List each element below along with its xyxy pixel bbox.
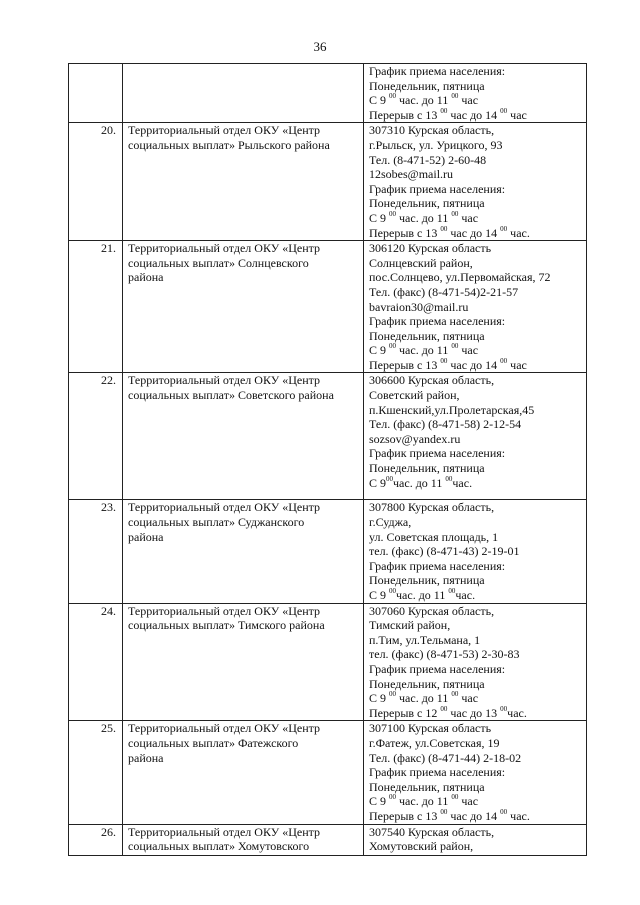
office-contact-line: Хомутовский район, xyxy=(369,839,474,854)
office-name-cell xyxy=(123,241,364,373)
office-contact-line: 307540 Курская область, xyxy=(369,824,495,839)
row-number: 22. xyxy=(69,373,123,500)
office-contact-line: График приема населения: xyxy=(369,181,506,196)
office-contact-line: Тел. (факс) (8-471-44) 2-18-02 xyxy=(369,750,522,765)
office-name-cell xyxy=(123,373,364,500)
office-contact-line: График приема населения: xyxy=(369,64,506,78)
office-name-line: социальных выплат» Хомутовского xyxy=(128,839,310,854)
office-contact-line: 307310 Курская область, xyxy=(369,123,495,138)
office-name-line: Территориальный отдел ОКУ «Центр xyxy=(128,500,321,515)
office-contact-line: 307100 Курская область xyxy=(369,721,492,736)
row-number: 23. xyxy=(69,500,123,603)
office-name-line: социальных выплат» Рыльского района xyxy=(128,137,330,152)
office-name-cell xyxy=(123,603,364,721)
office-contact-line: Понедельник, пятница xyxy=(369,573,485,588)
office-contact-line: Перерыв с 13 $^{00}$ час до 14 $^{00}$ час xyxy=(369,106,527,122)
office-contact-line: График приема населения: xyxy=(369,662,506,676)
office-contact-line: sozsov@yandex.ru xyxy=(369,431,461,446)
office-contact-line: Понедельник, пятница xyxy=(369,779,485,794)
office-contact-line: 307800 Курская область, xyxy=(369,500,495,515)
office-contact-line: п.Кшенский,ул.Пролетарская,45 xyxy=(369,402,535,417)
office-name-line: социальных выплат» Суджанского xyxy=(128,515,305,530)
office-contact-line: С 9 $^{00}$ час. до 11 $^{00}$ час xyxy=(369,690,479,706)
office-name-line: Территориальный отдел ОКУ «Центр xyxy=(128,241,321,256)
office-contact-line: Тел. (факс) (8-471-54)2-21-57 xyxy=(369,284,519,299)
office-contact-line: г.Суджа, xyxy=(369,515,412,530)
row-number: 25. xyxy=(69,721,123,824)
office-contact-line: 307060 Курская область, xyxy=(369,603,495,618)
table-row xyxy=(69,824,587,855)
office-contact-line: 306600 Курская область, xyxy=(369,373,495,388)
office-contact-line: График приема населения: xyxy=(369,446,506,461)
row-number: 20. xyxy=(69,123,123,241)
office-name-cell xyxy=(123,500,364,603)
office-contact-line: Тел. (8-471-52) 2-60-48 xyxy=(369,152,487,167)
table-row xyxy=(69,603,587,721)
office-contact-line: г.Рыльск, ул. Урицкого, 93 xyxy=(369,137,503,152)
office-contact-line: тел. (факс) (8-471-53) 2-30-83 xyxy=(369,647,520,662)
office-contact-line: График приема населения: xyxy=(369,558,506,573)
office-contact-cell xyxy=(364,123,587,241)
table-row xyxy=(69,721,587,824)
office-contact-line: 12sobes@mail.ru xyxy=(369,167,454,182)
office-contact-line: График приема населения: xyxy=(369,765,506,780)
office-contact-line: пос.Солнцево, ул.Первомайская, 72 xyxy=(369,270,551,285)
office-contact-cell xyxy=(364,824,587,855)
office-name-line: района xyxy=(128,529,164,544)
office-contact-line: Понедельник, пятница xyxy=(369,461,485,476)
office-contact-line: С 9 $^{00}$ час. до 11 $^{00}$ час xyxy=(369,342,479,358)
table-row xyxy=(69,373,587,500)
office-contact-line: График приема населения: xyxy=(369,314,506,329)
office-contact-line: Советский район, xyxy=(369,388,460,403)
office-contact-line: С 9 $^{00}$ час. до 11 $^{00}$ час xyxy=(369,92,479,108)
table-row xyxy=(69,241,587,373)
table-row xyxy=(69,123,587,241)
office-contact-line: С 9 $^{00}$час. до 11 $^{00}$час. xyxy=(369,587,476,603)
office-name-line: Территориальный отдел ОКУ «Центр xyxy=(128,824,321,839)
office-contact-line: г.Фатеж, ул.Советская, 19 xyxy=(369,735,500,750)
office-name-line: социальных выплат» Фатежского xyxy=(128,735,299,750)
row-number: 21. xyxy=(69,241,123,373)
office-contact-line: Тимский район, xyxy=(369,618,451,633)
office-name-line: социальных выплат» Тимского района xyxy=(128,618,325,633)
office-contact-line: 306120 Курская область xyxy=(369,241,492,256)
office-contact-line: п.Тим, ул.Тельмана, 1 xyxy=(369,632,481,647)
office-contact-line: тел. (факс) (8-471-43) 2-19-01 xyxy=(369,544,520,559)
row-number xyxy=(69,64,123,123)
office-contact-line: Перерыв с 13 $^{00}$ час до 14 $^{00}$ час. xyxy=(369,224,530,240)
office-name-line: Территориальный отдел ОКУ «Центр xyxy=(128,373,321,388)
office-contact-cell xyxy=(364,241,587,373)
office-name-cell xyxy=(123,721,364,824)
row-number: 24. xyxy=(69,603,123,721)
office-name-cell xyxy=(123,123,364,241)
office-name-line: Территориальный отдел ОКУ «Центр xyxy=(128,123,321,138)
office-name-line: района xyxy=(128,750,164,765)
page-number: 36 xyxy=(313,39,327,54)
office-contact-cell xyxy=(364,603,587,721)
office-contact-line: ул. Советская площадь, 1 xyxy=(369,529,499,544)
table-row xyxy=(69,64,587,123)
office-contact-line: С $9^{00}час$. до 11 $^{00}$час. xyxy=(369,474,473,490)
office-contact-line: Понедельник, пятница xyxy=(369,676,485,691)
office-contact-cell xyxy=(364,373,587,500)
office-contact-line: Понедельник, пятница xyxy=(369,78,485,93)
office-contact-cell xyxy=(364,500,587,603)
offices-table xyxy=(68,63,587,856)
office-contact-line: Перерыв с 13 $^{00}$ час до 14 $^{00}$ час. xyxy=(369,807,530,823)
table-row xyxy=(69,500,587,603)
office-contact-line: Солнцевский район, xyxy=(369,255,473,270)
office-name-line: Территориальный отдел ОКУ «Центр xyxy=(128,603,321,618)
office-contact-line: Тел. (факс) (8-471-58) 2-12-54 xyxy=(369,417,522,432)
office-name-cell xyxy=(123,64,364,123)
office-name-line: социальных выплат» Солнцевского xyxy=(128,255,309,270)
office-contact-line: Перерыв с 13 $^{00}$ час до 14 $^{00}$ час xyxy=(369,356,527,372)
office-name-line: Территориальный отдел ОКУ «Центр xyxy=(128,721,321,736)
office-name-line: социальных выплат» Советского района xyxy=(128,388,334,403)
office-contact-line: Понедельник, пятница xyxy=(369,328,485,343)
office-contact-line: bavraion30@mail.ru xyxy=(369,299,469,314)
office-contact-line: С 9 $^{00}$ час. до 11 $^{00}$ час xyxy=(369,793,479,809)
office-contact-cell xyxy=(364,64,587,123)
office-contact-cell xyxy=(364,721,587,824)
office-contact-line: С 9 $^{00}$ час. до 11 $^{00}$ час xyxy=(369,209,479,225)
office-name-line: района xyxy=(128,270,164,285)
row-number: 26. xyxy=(69,824,123,855)
office-contact-line: Понедельник, пятница xyxy=(369,196,485,211)
office-name-cell xyxy=(123,824,364,855)
office-contact-line: Перерыв с 12 $^{00}$ час до 13 $^{00}$час. xyxy=(369,704,527,720)
